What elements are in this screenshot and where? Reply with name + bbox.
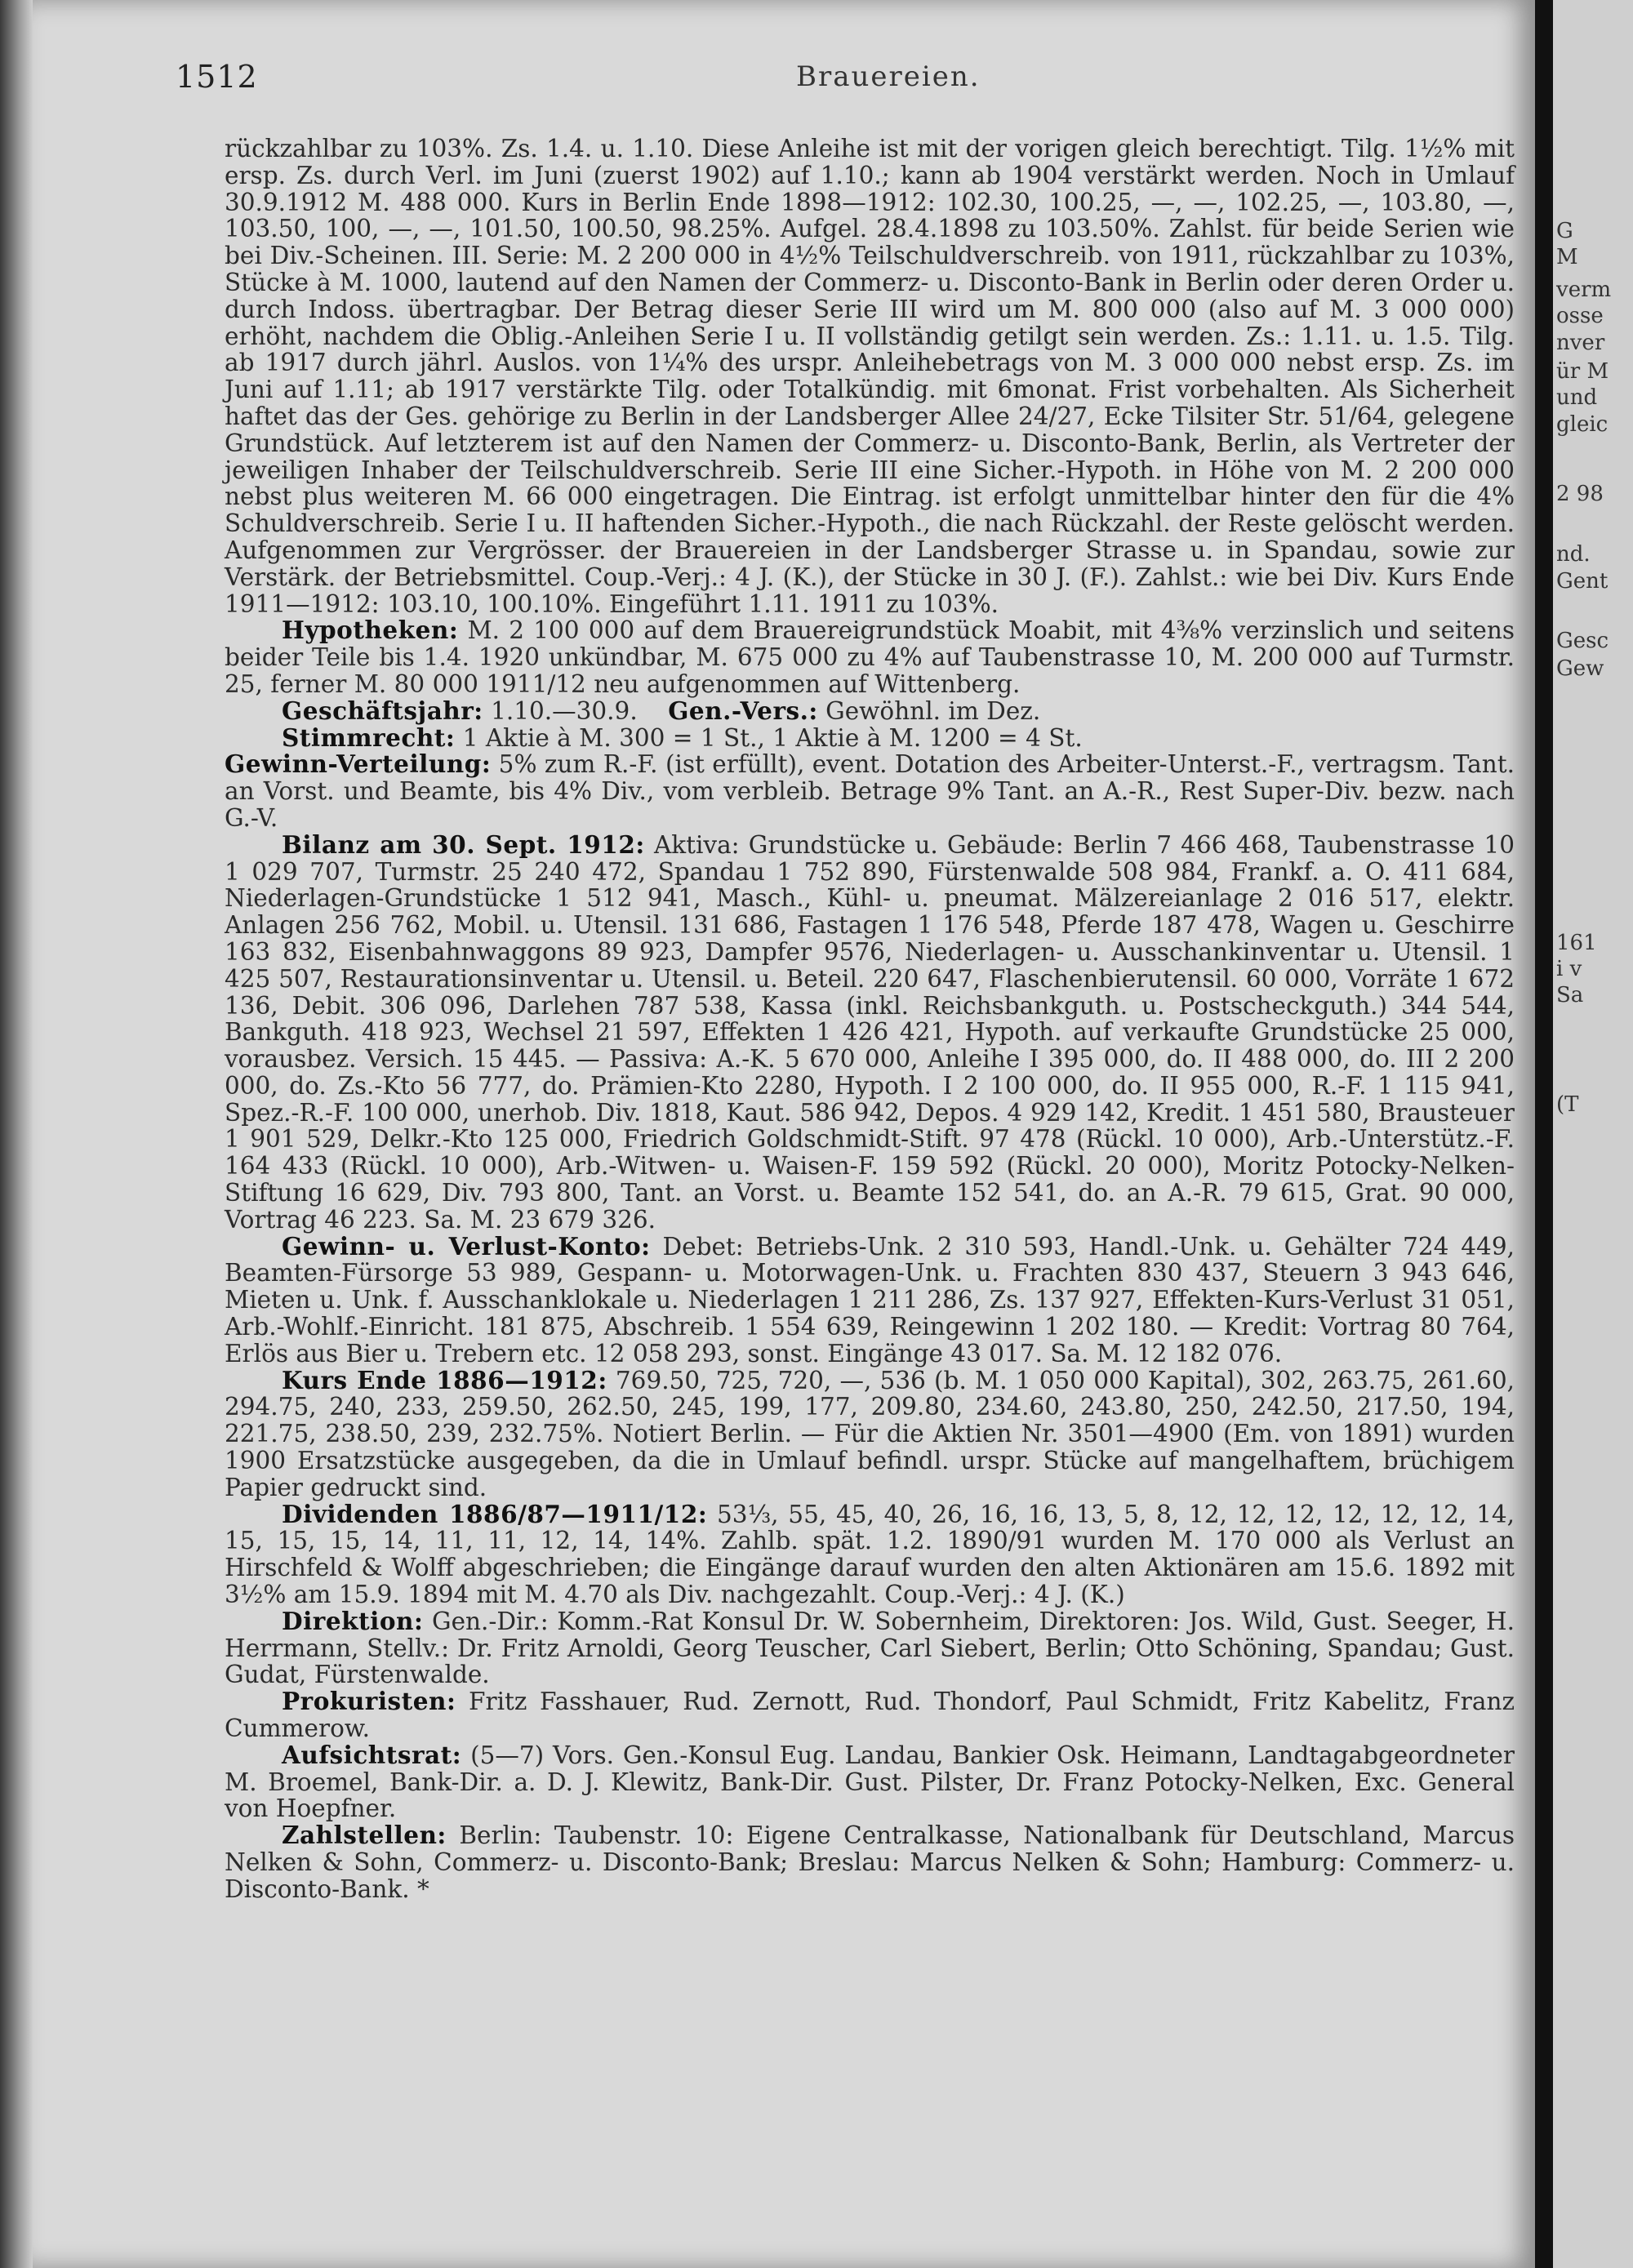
article-body [225,136,1515,1903]
next-page-fragment: und [1556,385,1598,410]
paragraph-text: 5% zum R.-F. (ist erfüllt), event. Dotation des Arbeiter-Unterst.-F., vertragsm. Tant. an Vorst. und Beamte, bis 4% Div., vom verbleib. Betrage 9% Tant. an A.-R., Rest Super-Div. bezw. nach G.-V. [225,750,1515,832]
paragraph-text: Debet: Betriebs-Unk. 2 310 593, Handl.-Unk. u. Gehälter 724 449, Beamten-Fürsorge 53 989, Gespann- u. Motorwagen-Unk. u. Frachten 830 437, Steuern 3 943 646, Mieten u. Unk. f. Ausschanklokale u. Niederlagen 1 211 286, Zs. 137 927, Effekten-Kurs-Verlust 31 051, Arb.-Wohlf.-Einricht. 181 875, Abschreib. 1 554 639, Reingewinn 1 202 180. — Kredit: Vortrag 80 764, Erlös aus Bier u. Trebern etc. 12 058 293, sonst. Eingänge 43 017. Sa. M. 12 182 076. [225,1232,1515,1367]
next-page-fragment: osse [1556,304,1604,328]
paragraph-gewinn-verlust [225,1231,1515,1367]
paragraph-text: M. 2 100 000 auf dem Brauereigrundstück Moabit, mit 4⅜% verzinslich und seitens beider Teile bis 1.4. 1920 unkündbar, M. 675 000 zu 4% auf Taubenstrasse 10, M. 200 000 auf Turmstr. 25, ferner M. 80 000 1911/12 neu aufgenommen auf Wittenberg. [225,616,1515,698]
paragraph-direktion [225,1608,1515,1688]
section-heading: Aufsichtsrat: [282,1740,462,1769]
section-heading: Bilanz am 30. Sept. 1912: [282,829,645,859]
paragraph-stimmrecht [225,725,1515,752]
paragraph-anleihe [225,136,1515,617]
next-page-fragment: i v [1556,957,1582,981]
next-page-fragment: (T [1556,1092,1579,1117]
next-page-fragment: Gent [1556,569,1609,594]
page-header [176,59,1515,100]
next-page-fragment: gleic [1556,412,1609,437]
section-heading-gen-vers: Gen.-Vers.: [668,696,818,725]
paragraph-text: 1.10.—30.9. [491,696,638,725]
next-page-fragment: Gew [1556,656,1604,681]
paragraph-gewinn-verteilung [225,751,1515,831]
page-gutter [1535,0,1553,2268]
paragraph-aufsichtsrat [225,1742,1515,1822]
next-page-fragment: Gesc [1556,629,1609,653]
paragraph-text: rückzahlbar zu 103%. Zs. 1.4. u. 1.10. Diese Anleihe ist mit der vorigen gleich berechtigt. Tilg. 1½% mit ersp. Zs. durch Verl. im Juni (zuerst 1902) auf 1.10.; kann ab 1904 verstärkt werden. Noch in Umlauf 30.9.1912 M. 488 000. Kurs in Berlin Ende 1898—1912: 102.30, 100.25, —, —, 102.25, —, 103.80, —, 103.50, 100, —, —, 101.50, 100.50, 98.25%. Aufgel. 28.4.1898 zu 103.50%. Zahlst. für beide Serien wie bei Div.-Scheinen. III. Serie: M. 2 200 000 in 4½% Teilschuldverschreib. von 1911, rückzahlbar zu 103%, Stücke à M. 1000, lautend auf den Namen der Commerz- u. Disconto-Bank in Berlin oder deren Order u. durch Indoss. übertragbar. Der Betrag dieser Serie III wird um M. 800 000 (also auf M. 3 000 000) erhöht, nachdem die Oblig.-Anleihen Serie I u. II vollständig getilgt sein werden. Zs.: 1.11. u. 1.5. Tilg. ab 1917 durch jährl. Auslos. von 1¼% des urspr. Anleihebetrags von M. 3 000 000 nebst ersp. Zs. im Juni auf 1.11; ab 1917 verstärkte Tilg. oder Totalkündig. mit 6monat. Frist vorbehalten. Als Sicherheit haftet das der Ges. gehörige zu Berlin in der Landsberger Allee 24/27, Ecke Tilsiter Str. 51/64, gelegene Grundstück. Auf letzterem ist auf den Namen der Commerz- u. Disconto-Bank, Berlin, als Vertreter der jeweiligen Inhaber der Teilschuldverschreib. Serie III eine Sicher.-Hypoth. in Höhe von M. 2 200 000 nebst plus weiteren M. 66 000 eingetragen. Die Eintrag. ist erfolgt unmittelbar hinter den für die 4% Schuldverschreib. Serie I u. II haftenden Sicher.-Hypoth., die nach Rückzahl. der Reste gelöscht werden. Aufgenommen zur Vergrösser. der Brauereien in der Landsberger Strasse u. in Spandau, sowie zur Verstärk. der Betriebsmittel. Coup.-Verj.: 4 J. (K.), der Stücke in 30 J. (F.). Zahlst.: wie bei Div. Kurs Ende 1911—1912: 103.10, 100.10%. Eingeführt 1.11. 1911 zu 103%. [225,135,1515,618]
paragraph-text: Gen.-Dir.: Komm.-Rat Konsul Dr. W. Sobernheim, Direktoren: Jos. Wild, Gust. Seeger, H. Herrmann, Stellv.: Dr. Fritz Arnoldi, Georg Teuscher, Carl Siebert, Berlin; Otto Schöning, Spandau; Gust. Gudat, Fürstenwalde. [225,1607,1515,1689]
next-page-fragment: 161 [1556,931,1597,955]
paragraph-prokuristen [225,1688,1515,1742]
running-title: Brauereien. [796,60,981,93]
next-page-fragment: verm [1556,278,1612,302]
section-heading: Prokuristen: [282,1687,456,1716]
paragraph-bilanz [225,829,1515,1234]
section-heading: Gewinn-Verteilung: [225,749,492,779]
paragraph-text: Aktiva: Grundstücke u. Gebäude: Berlin 7 466 468, Taubenstrasse 10 1 029 707, Turmstr. 25 240 472, Spandau 1 752 890, Fürstenwalde 508 984, Frankf. a. O. 411 684, Niederlagen-Grundstücke 1 512 941, Masch., Kühl- u. pneumat. Mälzereianlage 2 016 517, elektr. Anlagen 256 762, Mobil. u. Utensil. 131 686, Fastagen 1 176 548, Pferde 187 478, Wagen u. Geschirre 163 832, Eisenbahnwaggons 89 923, Dampfer 9576, Niederlagen- u. Ausschankinventar u. Utensil. 1 425 507, Restaurationsinventar u. Utensil. u. Beteil. 220 647, Flaschenbierutensil. 60 000, Vorräte 1 672 136, Debit. 306 096, Darlehen 787 538, Kassa (inkl. Reichsbankguth. u. Postscheckguth.) 344 544, Bankguth. 418 923, Wechsel 21 597, Effekten 1 426 421, Hypoth. auf verkaufte Grundstücke 25 000, vorausbez. Versich. 15 445. — Passiva: A.-K. 5 670 000, Anleihe I 395 000, do. II 488 000, do. III 2 200 000, do. Zs.-Kto 56 777, do. Prämien-Kto 2280, Hypoth. I 2 100 000, do. II 955 000, R.-F. 1 115 941, Spez.-R.-F. 100 000, unerhob. Div. 1818, Kaut. 586 942, Depos. 4 929 142, Kredit. 1 451 580, Brausteuer 1 901 529, Delkr.-Kto 125 000, Friedrich Goldschmidt-Stift. 97 478 (Rückl. 10 000), Arb.-Unterstütz.-F. 164 433 (Rückl. 10 000), Arb.-Witwen- u. Waisen-F. 159 592 (Rückl. 20 000), Moritz Potocky-Nelken-Stiftung 16 629, Div. 793 800, Tant. an Vorst. u. Beamte 152 541, do. an A.-R. 79 615, Grat. 90 000, Vortrag 46 223. Sa. M. 23 679 326. [225,830,1515,1234]
book-binding-edge [0,0,33,2268]
paragraph-dividenden [225,1501,1515,1608]
paragraph-text: Fritz Fasshauer, Rud. Zernott, Rud. Thondorf, Paul Schmidt, Fritz Kabelitz, Franz Cummerow. [225,1688,1515,1743]
paragraph-hypotheken [225,617,1515,697]
paragraph-text: (5—7) Vors. Gen.-Konsul Eug. Landau, Bankier Osk. Heimann, Landtagabgeordneter M. Broemel, Bank-Dir. a. D. J. Klewitz, Bank-Dir. Gust. Pilster, Dr. Franz Potocky-Nelken, Exc. General von Hoepfner. [225,1741,1515,1823]
next-page-fragment: nver [1556,331,1605,355]
next-page-fragment: Sa [1556,983,1584,1007]
section-heading: Dividenden 1886/87—1911/12: [282,1499,708,1528]
section-heading: Gewinn- u. Verlust-Konto: [282,1231,651,1261]
adjacent-page-strip [1553,0,1633,2268]
next-page-fragment: G [1556,219,1573,243]
section-heading: Hypotheken: [282,616,459,645]
next-page-fragment: M [1556,245,1578,269]
paragraph-text: 53⅓, 55, 45, 40, 26, 16, 16, 13, 5, 8, 12, 12, 12, 12, 12, 12, 14, 15, 15, 15, 14, 11, 11, 12, 14, 14%. Zahlb. spät. 1.2. 1890/91 wurden M. 170 000 als Verlust an Hirschfeld & Wolff abgeschrieben; die Eingänge darauf wurden den alten Aktionären am 15.6. 1892 mit 3½% am 15.9. 1894 mit M. 4.70 als Div. nachgezahlt. Coup.-Verj.: 4 J. (K.) [225,1500,1515,1609]
paragraph-geschaeftsjahr [225,698,1515,725]
paragraph-text-gen-vers: Gewöhnl. im Dez. [825,696,1041,725]
page-number: 1512 [176,59,258,95]
next-page-fragment: ür M [1556,359,1609,384]
paragraph-text: Berlin: Taubenstr. 10: Eigene Centralkasse, Nationalbank für Deutschland, Marcus Nelken & Sohn, Commerz- u. Disconto-Bank; Breslau: Marcus Nelken & Sohn; Hamburg: Commerz- u. Disconto-Bank. * [225,1821,1515,1903]
paragraph-zahlstellen [225,1822,1515,1902]
paragraph-text: 769.50, 725, 720, —, 536 (b. M. 1 050 000 Kapital), 302, 263.75, 261.60, 294.75, 240, 233, 259.50, 262.50, 245, 199, 177, 209.80, 234.60, 243.80, 250, 242.50, 217.50, 194, 221.75, 238.50, 239, 232.75%. Notiert Berlin. — Für die Aktien Nr. 3501—4900 (Em. von 1891) wurden 1900 Ersatzstücke ausgegeben, da die in Umlauf befindl. urspr. Stücke auf mangelhaftem, brüchigem Papier gedruckt sind. [225,1366,1515,1501]
next-page-fragment: nd. [1556,542,1591,567]
section-heading: Stimmrecht: [282,723,456,752]
section-heading: Direktion: [282,1606,424,1635]
section-heading: Kurs Ende 1886—1912: [282,1365,607,1394]
section-heading: Geschäftsjahr: [282,696,483,725]
paragraph-text: 1 Aktie à M. 300 = 1 St., 1 Aktie à M. 1200 = 4 St. [462,723,1083,752]
next-page-fragment: 2 98 [1556,482,1604,506]
section-heading: Zahlstellen: [282,1821,447,1850]
paragraph-kurs [225,1367,1515,1501]
